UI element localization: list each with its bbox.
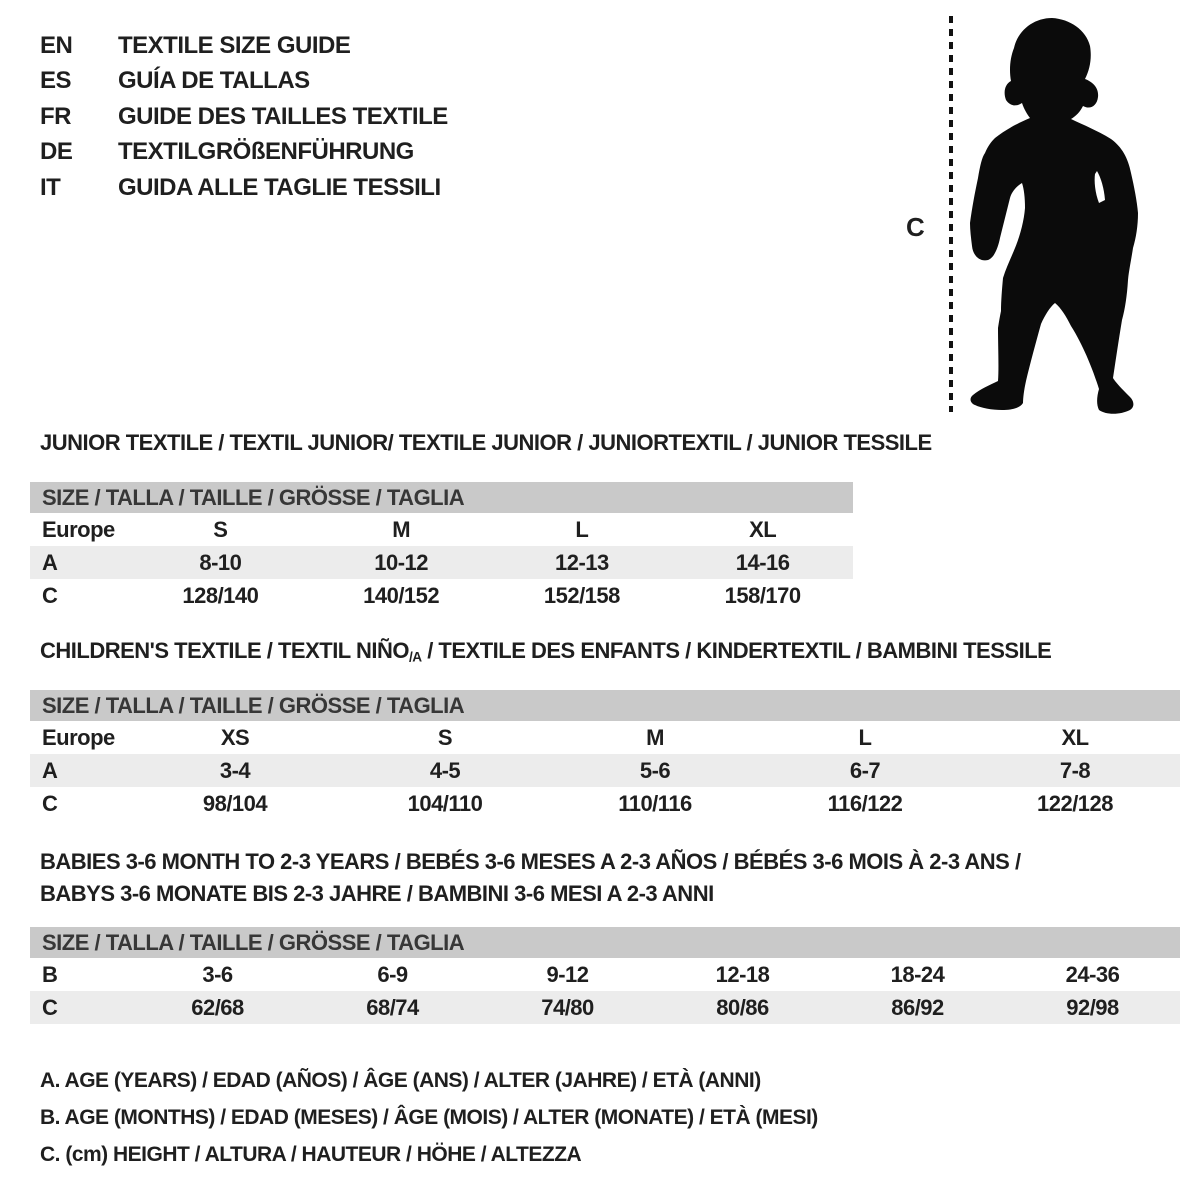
lang-title: GUIDA ALLE TAGLIE TESSILI: [118, 173, 441, 201]
baby-body-shape: [970, 18, 1138, 414]
lang-row-en: [40, 28, 448, 64]
title-line-1: BABIES 3-6 MONTH TO 2-3 YEARS / BEBÉS 3-6 MESES A 2-3 AÑOS / BÉBÉS 3-6 MOIS À 2-3 ANS /: [40, 849, 1021, 874]
cell: 92/98: [1066, 994, 1119, 1020]
lang-row-de: [40, 135, 448, 171]
row-label: Europe: [42, 516, 115, 542]
table-row-europe: [30, 721, 1180, 754]
table-row-age: [30, 754, 1180, 787]
lang-title: TEXTILGRÖßENFÜHRUNG: [118, 138, 414, 166]
cell: XL: [749, 516, 777, 542]
table-row-europe: [30, 513, 853, 546]
babies-size-table: [30, 927, 1180, 1024]
cell: 18-24: [890, 961, 945, 987]
row-label: A: [42, 757, 58, 783]
cell: 6-9: [377, 961, 408, 987]
cell: 3-4: [219, 757, 251, 783]
lang-code: EN: [40, 31, 73, 59]
language-list: [40, 28, 448, 206]
cell: 158/170: [724, 582, 801, 608]
row-label: B: [42, 961, 58, 987]
cell: XS: [220, 724, 250, 750]
lang-row-it: [40, 170, 448, 206]
cell: L: [858, 724, 872, 750]
legend-line-b: B. AGE (MONTHS) / EDAD (MESES) / ÂGE (MOIS) / ALTER (MONATE) / ETÀ (MESI): [40, 1106, 818, 1129]
cell: 74/80: [541, 994, 594, 1020]
row-label: C: [42, 582, 58, 608]
cell: 98/104: [202, 790, 268, 816]
lang-row-fr: [40, 99, 448, 135]
cell: 6-7: [849, 757, 881, 783]
size-header-bar: SIZE / TALLA / TAILLE / GRÖSSE / TAGLIA: [30, 927, 1180, 958]
lang-code: IT: [40, 173, 61, 201]
cell: 116/122: [827, 790, 903, 816]
table-row-height: [30, 991, 1180, 1024]
cell: XL: [1061, 724, 1089, 750]
table-row-height: [30, 787, 1180, 820]
lang-code: FR: [40, 102, 71, 130]
cell: 110/116: [618, 790, 692, 816]
lang-title: TEXTILE SIZE GUIDE: [118, 31, 351, 59]
row-label: A: [42, 549, 58, 575]
cell: 5-6: [639, 757, 671, 783]
title-subscript: /A: [408, 649, 422, 665]
height-measure-label: C: [906, 212, 925, 242]
cell: 104/110: [407, 790, 483, 816]
cell: 62/68: [191, 994, 244, 1020]
legend-line-c: C. (cm) HEIGHT / ALTURA / HAUTEUR / HÖHE / ALTEZZA: [40, 1143, 582, 1166]
cell: M: [392, 516, 411, 542]
lang-title: GUIDE DES TAILLES TEXTILE: [118, 102, 448, 130]
title-line-2: BABYS 3-6 MONATE BIS 2-3 JAHRE / BAMBINI 3-6 MESI A 2-3 ANNI: [40, 881, 714, 906]
cell: 14-16: [735, 549, 790, 575]
cell: 7-8: [1059, 757, 1091, 783]
cell: 3-6: [202, 961, 233, 987]
cell: 80/86: [716, 994, 769, 1020]
table-row-age-months: [30, 958, 1180, 991]
children-size-table: [30, 690, 1180, 820]
cell: 128/140: [182, 582, 259, 608]
cell: L: [575, 516, 589, 542]
cell: 8-10: [199, 549, 242, 575]
cell: 9-12: [546, 961, 589, 987]
cell: 86/92: [891, 994, 944, 1020]
cell: 4-5: [429, 757, 461, 783]
cell: 24-36: [1065, 961, 1120, 987]
size-header-bar: SIZE / TALLA / TAILLE / GRÖSSE / TAGLIA: [30, 482, 853, 513]
row-label: C: [42, 790, 58, 816]
row-label: C: [42, 994, 58, 1020]
cell: 10-12: [374, 549, 429, 575]
table-row-age: [30, 546, 853, 579]
cell: S: [213, 516, 228, 542]
cell: 122/128: [1036, 790, 1114, 816]
legend-line-a: A. AGE (YEARS) / EDAD (AÑOS) / ÂGE (ANS) / ALTER (JAHRE) / ETÀ (ANNI): [40, 1069, 761, 1092]
lang-row-es: [40, 64, 448, 100]
row-label: Europe: [42, 724, 115, 750]
size-header-bar: SIZE / TALLA / TAILLE / GRÖSSE / TAGLIA: [30, 690, 1180, 721]
cell: 152/158: [543, 582, 620, 608]
lang-title: GUÍA DE TALLAS: [118, 67, 310, 95]
cell: S: [437, 724, 453, 750]
measure-legend: [40, 1062, 818, 1173]
cell: 140/152: [363, 582, 440, 608]
junior-size-table: [30, 482, 853, 612]
baby-silhouette: [940, 6, 1150, 426]
section-title-junior: JUNIOR TEXTILE / TEXTIL JUNIOR/ TEXTILE JUNIOR / JUNIORTEXTIL / JUNIOR TESSILE: [40, 430, 932, 455]
lang-code: DE: [40, 138, 73, 166]
table-row-height: [30, 579, 853, 612]
title-text: / TEXTILE DES ENFANTS / KINDERTEXTIL / BAMBINI TESSILE: [421, 638, 1052, 663]
cell: 12-13: [554, 549, 609, 575]
section-title-children: [40, 638, 1051, 664]
cell: M: [646, 724, 664, 750]
title-text: CHILDREN'S TEXTILE / TEXTIL NIÑO: [40, 638, 409, 663]
section-title-babies: [40, 846, 1021, 910]
lang-code: ES: [40, 67, 72, 95]
cell: 12-18: [715, 961, 770, 987]
cell: 68/74: [366, 994, 419, 1020]
